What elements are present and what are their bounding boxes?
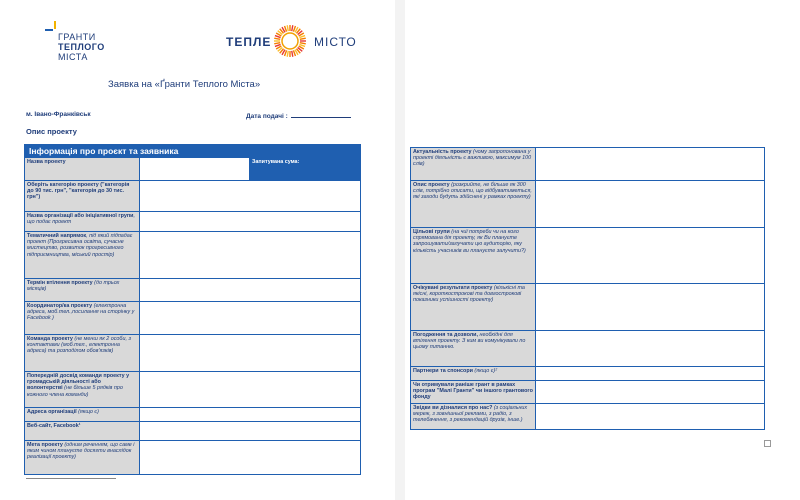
table-row bbox=[411, 367, 765, 381]
table-row bbox=[25, 408, 361, 422]
table-row bbox=[25, 181, 361, 212]
requested-sum-label: Запитувана сума: bbox=[250, 158, 361, 181]
sun-icon bbox=[273, 24, 307, 58]
row-label: Координатор/ка проекту (електронна адреса, моб.тел.,посилання на сторінку у Facebook ) bbox=[25, 302, 140, 335]
table-resize-handle[interactable] bbox=[764, 440, 771, 447]
table-row bbox=[25, 232, 361, 279]
row-input-field[interactable] bbox=[140, 422, 361, 441]
row-label: Назва організації або ініціативної групи, що подає проект bbox=[25, 212, 140, 232]
table-row bbox=[411, 284, 765, 331]
row-label: Веб-сайт, Facebook¹ bbox=[25, 422, 140, 441]
row-label: Оберіть категорію проекту ("категорія до 90 тис. грн", "категорія до 30 тис. грн") bbox=[25, 181, 140, 212]
row-input-field[interactable] bbox=[140, 441, 361, 475]
warm-city-logo bbox=[226, 22, 356, 62]
logo-word-1: ТЕПЛЕ bbox=[226, 35, 272, 49]
grants-logo-mark bbox=[44, 20, 58, 34]
logo-line-3: МІСТА bbox=[58, 52, 88, 62]
row-input-field[interactable] bbox=[536, 367, 765, 381]
row-input-field[interactable] bbox=[536, 228, 765, 284]
row-input-field[interactable] bbox=[140, 181, 361, 212]
table-row bbox=[25, 441, 361, 475]
document-page-1 bbox=[0, 0, 395, 500]
row-label: Погодження та дозволи, необхідні для втілення проекту. З ким ви комунікували по цьому питанню. bbox=[411, 331, 536, 367]
row-input-field[interactable] bbox=[140, 232, 361, 279]
row-input-field[interactable] bbox=[536, 404, 765, 430]
row-label: Адреса організації (якщо є) bbox=[25, 408, 140, 422]
row-label: Попередній досвід команди проекту у громадській діяльності або волонтерстві (не більше 5 рядків про кожного члена команди) bbox=[25, 372, 140, 408]
row-input-field[interactable] bbox=[140, 335, 361, 372]
row-label: Команда проекту (не менш як 2 особи, з контактами (моб.тел., електронна адреса) та розподілом обов'язків) bbox=[25, 335, 140, 372]
row-input-field[interactable] bbox=[536, 181, 765, 228]
row-label: Звідки ви дізналися про нас? (з соціальних мереж, з зовнішньої реклами, з радіо, з телебачення, з рекомендацій друзів, інше.) bbox=[411, 404, 536, 430]
project-details-table bbox=[410, 147, 765, 430]
row-label: Мета проекту (одним реченням, що саме і яким чином плануєте досягти внаслідок реалізації проекту) bbox=[25, 441, 140, 475]
table-row bbox=[25, 279, 361, 302]
table-row bbox=[25, 302, 361, 335]
row-label: Партнери та спонсори (якщо є)² bbox=[411, 367, 536, 381]
section-title: Опис проекту bbox=[26, 127, 77, 136]
row-input-field[interactable] bbox=[536, 148, 765, 181]
row-label: Тематичний напрямок, під який підпадає проект (Прогресивна освіта, сучасне мистецтво, розвиток прогресивного підприємництва, міський простір) bbox=[25, 232, 140, 279]
table-row bbox=[25, 372, 361, 408]
row-input-field[interactable] bbox=[536, 331, 765, 367]
table-row bbox=[411, 381, 765, 404]
logo-line-1: ГРАНТИ bbox=[58, 32, 96, 42]
table-row bbox=[25, 422, 361, 441]
table-row bbox=[411, 148, 765, 181]
row-input-field[interactable] bbox=[536, 284, 765, 331]
row-input-field[interactable] bbox=[536, 381, 765, 404]
row-label: Актуальність проекту (чому запропонована у проекті діяльність є важливою, максимум 100 слів) bbox=[411, 148, 536, 181]
table-row bbox=[411, 331, 765, 367]
row-label: Термін втілення проекту (до трьох місяців) bbox=[25, 279, 140, 302]
row-input-field[interactable] bbox=[140, 408, 361, 422]
project-name-label: Назва проекту bbox=[25, 158, 140, 181]
submission-date bbox=[246, 111, 351, 120]
row-input-field[interactable] bbox=[140, 302, 361, 335]
footnote-separator bbox=[26, 478, 116, 479]
row-input-field[interactable] bbox=[140, 212, 361, 232]
row-input-field[interactable] bbox=[140, 279, 361, 302]
table-row bbox=[411, 181, 765, 228]
city-label: м. Івано-Франківськ bbox=[26, 111, 91, 118]
date-blank-line[interactable] bbox=[291, 111, 351, 118]
project-info-table bbox=[24, 144, 361, 475]
row-label: Очікувані результати проекту (кількісні та якісні, короткострокові та довгострокові показники успішності проекту) bbox=[411, 284, 536, 331]
date-label: Дата подачі : bbox=[246, 113, 288, 120]
document-title: Заявка на «Ґранти Теплого Міста» bbox=[108, 79, 261, 90]
logo-line-2: ТЕПЛОГО bbox=[58, 42, 105, 52]
row-input-field[interactable] bbox=[140, 372, 361, 408]
table-row bbox=[411, 404, 765, 430]
grants-logo bbox=[44, 18, 124, 68]
logo-word-2: МІСТО bbox=[314, 35, 357, 49]
table-title: Інформація про проєкт та заявника bbox=[25, 145, 361, 158]
row-label: Цільові групи (на чиї потреби чи на кого спрямована дія проекту, як Ви плануєте запрошувати/залучати цю аудиторію, яку кількість учасників ви плануєте залучити?) bbox=[411, 228, 536, 284]
row-label: Чи отримували раніше грант в рамках програм "Малі Гранти" чи іншого грантового фонду bbox=[411, 381, 536, 404]
table-row bbox=[411, 228, 765, 284]
table-row bbox=[25, 335, 361, 372]
project-name-field[interactable] bbox=[140, 158, 250, 181]
table-row bbox=[25, 212, 361, 232]
row-label: Опис проекту (розкрийте, не більше як 300 слів, потрібно описати, що відбуватиметься, які заходи будуть здійснені у рамках проекту) bbox=[411, 181, 536, 228]
